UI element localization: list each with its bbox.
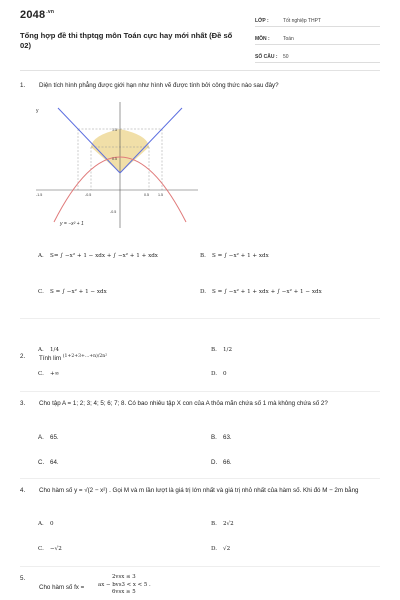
limit-expression: (1+2+3+...+n)/2n² — [62, 354, 108, 359]
question-3 — [20, 399, 380, 419]
option-label: C. — [38, 289, 44, 295]
tick-label: 0.5 — [112, 157, 117, 161]
meta-key: SỐ CÂU : — [255, 54, 278, 60]
option-text: 0 — [223, 371, 227, 377]
option-text: 64. — [50, 459, 59, 466]
header-divider — [20, 70, 380, 71]
site-logo[interactable] — [20, 9, 54, 21]
option-text: 65. — [50, 434, 59, 441]
document-title: Tổng hợp đề thi thptqg môn Toán cực hay mới nhất (Đề số 02) — [20, 31, 233, 50]
question-number: 4. — [20, 487, 26, 494]
meta-value: 50 — [283, 54, 289, 60]
tick-label: 0.5 — [144, 193, 149, 197]
meta-key: LỚP : — [255, 18, 269, 24]
option-text: S = ∫ −x² + 1 + xdx — [212, 253, 269, 259]
meta-row-subject — [255, 32, 380, 45]
question-1-graph — [32, 100, 200, 230]
option-a[interactable] — [38, 434, 59, 441]
option-c[interactable] — [38, 371, 59, 377]
option-b[interactable] — [200, 253, 269, 259]
tick-label: 1.5 — [112, 128, 117, 132]
question-text: Cho hàm số y = √(2 − x²) . Gọi M và m lần lượt là giá trị lớn nhất và giá trị nhỏ nhất của hàm số. Khi đó M − 2m bằng — [39, 487, 359, 494]
question-number: 1. — [20, 82, 26, 89]
option-text: √2 — [223, 546, 231, 552]
question-divider — [20, 566, 380, 567]
piecewise-function — [98, 574, 151, 597]
option-c[interactable] — [38, 546, 62, 552]
option-label: A. — [38, 521, 44, 527]
meta-value: Tốt nghiệp THPT — [283, 18, 321, 24]
piece-1: 2vsx ≤ 3 — [112, 574, 136, 580]
question-number: 5. — [20, 575, 26, 582]
question-divider — [20, 391, 380, 392]
option-label: B. — [200, 253, 206, 259]
logo-suffix: .vn — [46, 9, 55, 15]
option-label: B. — [211, 347, 217, 353]
question-divider — [20, 318, 380, 319]
option-a[interactable] — [38, 253, 158, 259]
question-text: Cho hàm số fx = — [39, 584, 85, 591]
option-b[interactable] — [211, 521, 234, 527]
question-text: Tính lim $^{(1+2+3+...+n)/2n^2}$ — [39, 354, 108, 363]
option-a[interactable] — [38, 347, 59, 353]
option-label: C. — [38, 546, 44, 552]
meta-row-class — [255, 14, 380, 27]
option-c[interactable] — [38, 289, 107, 295]
question-1 — [20, 81, 380, 91]
tick-label: -1.5 — [36, 193, 43, 197]
question-2 — [20, 352, 380, 364]
question-text: Diện tích hình phẳng được giới hạn như hình vẽ được tính bởi công thức nào sau đây? — [39, 82, 279, 89]
option-text: 1/4 — [50, 347, 60, 353]
logo-text: 2048 — [20, 9, 46, 21]
question-4 — [20, 486, 380, 506]
meta-key: MÔN : — [255, 36, 270, 42]
option-text: 2√2 — [223, 521, 234, 527]
question-number: 3. — [20, 400, 26, 407]
tick-label: -0.5 — [110, 210, 117, 214]
option-label: D. — [211, 546, 218, 552]
piece-3: 6vsx ≥ 5 — [112, 589, 136, 595]
option-text: 0 — [50, 521, 54, 527]
option-text: 66. — [223, 459, 232, 466]
tick-label: -0.5 — [85, 193, 92, 197]
piece-2: ax − bvs3 < x < 5 . — [98, 581, 151, 588]
option-b[interactable] — [211, 347, 232, 353]
option-label: A. — [38, 434, 44, 441]
option-label: D. — [211, 371, 218, 377]
option-c[interactable] — [38, 459, 59, 466]
option-label: C. — [38, 371, 44, 377]
option-label: A. — [38, 347, 44, 353]
question-5 — [20, 574, 380, 598]
option-a[interactable] — [38, 521, 54, 527]
question-divider — [20, 478, 380, 479]
option-label: C. — [38, 459, 45, 466]
meta-value: Toán — [283, 36, 294, 42]
meta-info — [255, 14, 380, 68]
option-text: −√2 — [50, 546, 62, 552]
option-d[interactable] — [200, 289, 322, 295]
question-text: Cho tập A = 1; 2; 3; 4; 5; 6; 7; 8. Có bao nhiêu tập X con của A thỏa mãn chứa số 1 mà không chứa số 2? — [39, 400, 328, 407]
option-text: S = ∫ −x² + 1 + xdx + ∫ −x² + 1 − xdx — [212, 289, 322, 295]
option-b[interactable] — [211, 434, 232, 441]
option-text: 63. — [223, 434, 232, 441]
option-label: A. — [38, 253, 44, 259]
option-d[interactable] — [211, 459, 232, 466]
meta-row-count — [255, 50, 380, 63]
option-d[interactable] — [211, 546, 230, 552]
curve-label: y = −x² + 1 — [60, 221, 84, 227]
option-text: S = ∫ −x² + 1 − xdx — [50, 289, 107, 295]
tick-label: 1.5 — [158, 193, 163, 197]
option-label: D. — [200, 289, 207, 295]
option-text: +∞ — [50, 371, 60, 377]
option-text: S= ∫ −x² + 1 − xdx + ∫ −x² + 1 + xdx — [50, 253, 158, 259]
option-label: B. — [211, 521, 217, 527]
option-d[interactable] — [211, 371, 227, 377]
option-label: B. — [211, 434, 217, 441]
y-axis-label: y — [36, 108, 39, 114]
page-header — [0, 0, 400, 64]
option-text: 1/2 — [223, 347, 233, 353]
option-label: D. — [211, 459, 218, 466]
question-number: 2. — [20, 353, 26, 360]
